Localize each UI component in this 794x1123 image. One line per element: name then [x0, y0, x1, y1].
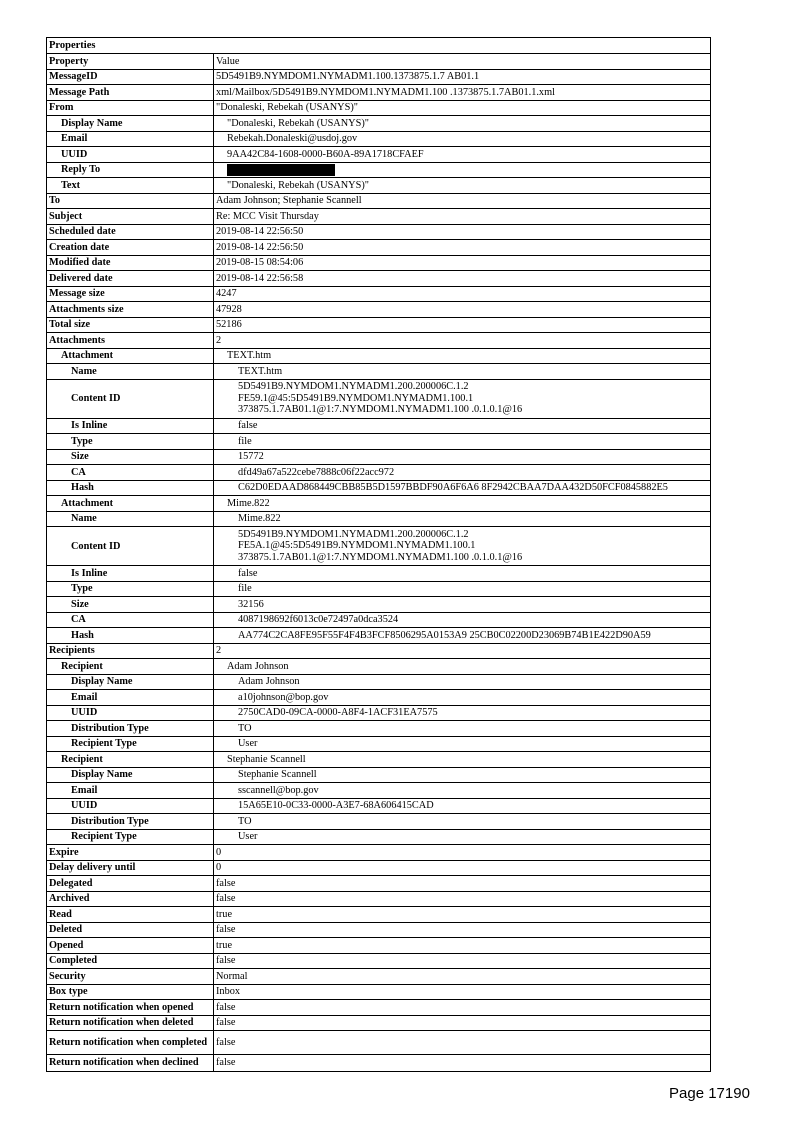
property-value: "Donaleski, Rebekah (USANYS)": [216, 102, 358, 113]
property-value: Adam Johnson; Stephanie Scannell: [216, 195, 362, 206]
property-name: Delivered date: [47, 271, 214, 286]
page-number: Page 17190: [669, 1085, 750, 1102]
property-value: TEXT.htm: [227, 350, 272, 361]
property-value: C62D0EDAAD868449CBB85B5D1597BBDF90A6F6A6 8F2942CBAA7DAA432D50FCF0845882E5: [238, 482, 668, 493]
property-value: 2019-08-15 08:54:06: [216, 257, 304, 268]
property-row: [47, 163, 710, 179]
property-name: Security: [47, 969, 214, 984]
property-rows: [47, 70, 710, 1071]
property-value: false: [216, 1036, 236, 1048]
property-value: 4247: [216, 288, 237, 299]
property-name: From: [47, 101, 214, 116]
property-row: [47, 116, 710, 132]
property-row: [47, 318, 710, 334]
property-value: TO: [238, 722, 252, 734]
property-row: [47, 1016, 710, 1032]
property-name: Return notification when deleted: [47, 1016, 214, 1031]
property-name: Scheduled date: [47, 225, 214, 240]
property-name: Distribution Type: [47, 814, 214, 829]
property-row: [47, 644, 710, 660]
property-value: 47928: [216, 303, 242, 315]
property-row: [47, 85, 710, 101]
property-value: false: [216, 1001, 236, 1013]
header-property: Property: [47, 54, 214, 69]
property-row: [47, 1000, 710, 1016]
property-value: true: [216, 939, 233, 951]
property-name: Size: [47, 597, 214, 612]
property-value: dfd49a67a522cebe7888c06f22acc972: [238, 466, 395, 478]
property-row: [47, 512, 710, 528]
property-row: [47, 783, 710, 799]
property-value: Re: MCC Visit Thursday: [216, 210, 319, 222]
property-name: Distribution Type: [47, 721, 214, 736]
property-row: [47, 1055, 710, 1071]
property-row: [47, 690, 710, 706]
property-name: UUID: [47, 706, 214, 721]
property-row: [47, 364, 710, 380]
property-name: Recipient: [47, 659, 214, 674]
property-name: Content ID: [47, 380, 214, 418]
property-name: Box type: [47, 985, 214, 1000]
property-name: Is Inline: [47, 419, 214, 434]
property-name: Name: [47, 364, 214, 379]
property-row: [47, 225, 710, 241]
property-name: Email: [47, 690, 214, 705]
property-name: Read: [47, 907, 214, 922]
property-name: Total size: [47, 318, 214, 333]
property-value: "Donaleski, Rebekah (USANYS)": [227, 179, 369, 191]
property-value: Adam Johnson: [238, 676, 300, 687]
property-row: [47, 481, 710, 497]
property-name: Hash: [47, 628, 214, 643]
property-name: Recipient Type: [47, 737, 214, 752]
property-row: [47, 954, 710, 970]
property-value: 2019-08-14 22:56:50: [216, 226, 304, 237]
property-value: 52186: [216, 319, 242, 330]
property-row: [47, 147, 710, 163]
property-name: CA: [47, 613, 214, 628]
property-row: [47, 178, 710, 194]
property-row: [47, 450, 710, 466]
property-row: [47, 209, 710, 225]
property-name: Creation date: [47, 240, 214, 255]
property-row: [47, 527, 710, 566]
property-row: [47, 349, 710, 365]
property-name: Recipient Type: [47, 830, 214, 845]
property-name: Return notification when completed: [47, 1031, 214, 1054]
property-row: [47, 194, 710, 210]
header-row: [47, 54, 710, 70]
properties-table: [46, 37, 711, 1072]
property-value: false: [216, 924, 236, 935]
header-value: Value: [216, 55, 240, 67]
property-value: xml/Mailbox/5D5491B9.NYMDOM1.NYMADM1.100 .1373875.1.7AB01.1.xml: [216, 86, 555, 98]
property-value: Normal: [216, 970, 248, 982]
property-name: Archived: [47, 892, 214, 907]
property-name: Hash: [47, 481, 214, 496]
property-value: sscannell@bop.gov: [238, 784, 319, 796]
property-value: false: [216, 893, 236, 904]
property-value: AA774C2CA8FE95F55F4F4B3FCF8506295A0153A9 25CB0C02200D23069B74B1E422D90A59: [238, 629, 651, 641]
property-row: [47, 985, 710, 1001]
property-name: MessageID: [47, 70, 214, 85]
property-name: Attachments size: [47, 302, 214, 317]
property-row: [47, 907, 710, 923]
property-row: [47, 861, 710, 877]
property-row: [47, 675, 710, 691]
property-value: false: [216, 1017, 236, 1028]
property-value: 5D5491B9.NYMDOM1.NYMADM1.200.200006C.1.2 FE5A.1@45:5D5491B9.NYMDOM1.NYMADM1.100.1 373875.1.7AB01.1@1:7.NYMDOM1.NYMADM1.100 .0.1.0.1@16: [238, 528, 523, 563]
property-value: Mime.822: [238, 513, 281, 524]
property-value: false: [216, 955, 236, 966]
property-name: Deleted: [47, 923, 214, 938]
property-value: 15A65E10-0C33-0000-A3E7-68A606415CAD: [238, 800, 434, 811]
property-name: Message size: [47, 287, 214, 302]
property-row: [47, 737, 710, 753]
property-row: [47, 566, 710, 582]
property-value: 32156: [238, 598, 264, 610]
property-name: Display Name: [47, 768, 214, 783]
property-name: Recipients: [47, 644, 214, 659]
property-row: [47, 830, 710, 846]
property-row: [47, 721, 710, 737]
property-row: [47, 333, 710, 349]
property-row: [47, 101, 710, 117]
property-row: [47, 271, 710, 287]
property-name: Size: [47, 450, 214, 465]
property-row: [47, 892, 710, 908]
property-value: false: [216, 1057, 236, 1068]
property-name: Content ID: [47, 527, 214, 565]
property-name: Expire: [47, 845, 214, 860]
property-row: [47, 597, 710, 613]
property-row: [47, 969, 710, 985]
property-row: [47, 256, 710, 272]
property-name: Modified date: [47, 256, 214, 271]
property-name: Message Path: [47, 85, 214, 100]
property-row: [47, 659, 710, 675]
property-row: [47, 465, 710, 481]
property-row: [47, 132, 710, 148]
property-value: 2: [216, 334, 222, 346]
property-name: Display Name: [47, 116, 214, 131]
property-row: [47, 613, 710, 629]
property-value: Rebekah.Donaleski@usdoj.gov: [227, 133, 358, 144]
property-value: Inbox: [216, 986, 241, 997]
property-value: 5D5491B9.NYMDOM1.NYMADM1.100.1373875.1.7 AB01.1: [216, 71, 480, 82]
property-value: false: [238, 420, 258, 431]
property-value: [214, 163, 710, 178]
property-value: 0: [216, 862, 222, 873]
property-name: To: [47, 194, 214, 209]
property-name: UUID: [47, 799, 214, 814]
property-row: [47, 799, 710, 815]
property-name: UUID: [47, 147, 214, 162]
property-row: [47, 240, 710, 256]
property-row: [47, 380, 710, 419]
property-name: CA: [47, 465, 214, 480]
property-row: [47, 845, 710, 861]
property-name: Return notification when declined: [47, 1055, 214, 1071]
property-name: Type: [47, 582, 214, 597]
property-row: [47, 923, 710, 939]
property-name: Return notification when opened: [47, 1000, 214, 1015]
property-name: Opened: [47, 938, 214, 953]
property-value: file: [238, 435, 252, 447]
property-value: 15772: [238, 451, 264, 462]
property-value: User: [238, 738, 258, 749]
property-value: file: [238, 583, 252, 594]
property-row: [47, 706, 710, 722]
property-row: [47, 768, 710, 784]
property-name: Type: [47, 434, 214, 449]
property-row: [47, 814, 710, 830]
property-value: 2019-08-14 22:56:58: [216, 272, 304, 284]
property-value: Mime.822: [227, 497, 270, 509]
property-name: Display Name: [47, 675, 214, 690]
property-value: 5D5491B9.NYMDOM1.NYMADM1.200.200006C.1.2 FE59.1@45:5D5491B9.NYMDOM1.NYMADM1.100.1 373875.1.7AB01.1@1:7.NYMDOM1.NYMADM1.100 .0.1.0.1@16: [238, 381, 523, 416]
property-name: Attachment: [47, 349, 214, 364]
property-name: Reply To: [47, 163, 214, 178]
property-row: [47, 628, 710, 644]
property-name: Completed: [47, 954, 214, 969]
property-name: Text: [47, 178, 214, 193]
property-value: Adam Johnson: [227, 660, 289, 672]
property-value: 2019-08-14 22:56:50: [216, 241, 304, 253]
property-value: true: [216, 908, 233, 920]
property-name: Is Inline: [47, 566, 214, 581]
property-value: TO: [238, 815, 252, 827]
property-value: 2750CAD0-09CA-0000-A8F4-1ACF31EA7575: [238, 707, 438, 718]
property-row: [47, 496, 710, 512]
property-name: Attachment: [47, 496, 214, 511]
table-title: Properties: [47, 38, 710, 54]
property-name: Email: [47, 783, 214, 798]
property-value: a10johnson@bop.gov: [238, 691, 329, 703]
property-row: [47, 419, 710, 435]
property-row: [47, 287, 710, 303]
property-name: Recipient: [47, 752, 214, 767]
property-value: false: [238, 567, 258, 579]
property-name: Name: [47, 512, 214, 527]
property-value: 2: [216, 645, 222, 656]
property-name: Attachments: [47, 333, 214, 348]
redaction-block: [227, 164, 335, 176]
property-row: [47, 582, 710, 598]
property-row: [47, 434, 710, 450]
property-value: "Donaleski, Rebekah (USANYS)": [227, 117, 369, 129]
property-value: 0: [216, 846, 222, 858]
property-name: Subject: [47, 209, 214, 224]
property-row: [47, 876, 710, 892]
property-value: User: [238, 831, 258, 842]
property-name: Email: [47, 132, 214, 147]
property-value: 9AA42C84-1608-0000-B60A-89A1718CFAEF: [227, 148, 424, 160]
property-row: [47, 70, 710, 86]
property-row: [47, 302, 710, 318]
property-value: Stephanie Scannell: [227, 753, 306, 765]
property-value: TEXT.htm: [238, 365, 283, 377]
property-row: [47, 1031, 710, 1055]
property-name: Delegated: [47, 876, 214, 891]
property-value: Stephanie Scannell: [238, 769, 317, 780]
property-value: false: [216, 877, 236, 889]
property-row: [47, 752, 710, 768]
property-name: Delay delivery until: [47, 861, 214, 876]
property-value: 4087198692f6013c0e72497a0dca3524: [238, 614, 399, 625]
property-row: [47, 938, 710, 954]
